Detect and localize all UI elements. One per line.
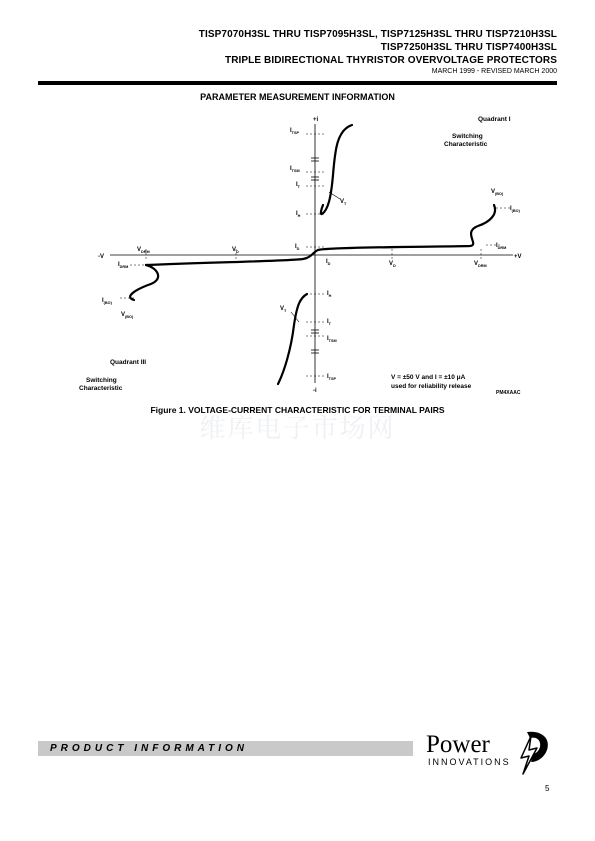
q1-on-state-path	[321, 125, 352, 214]
characteristic-curve	[130, 125, 495, 384]
idrm-label-q3: $I_{DRM}$	[118, 262, 129, 269]
minus-v-label: -V	[98, 254, 104, 260]
vi-characteristic-figure	[0, 0, 595, 420]
minus-i-label: -i	[313, 388, 317, 394]
quadrant1-title: Quadrant I	[478, 116, 511, 123]
ih-label-q1: $I_H$	[296, 211, 301, 218]
vt-label-q3: $V_T$	[280, 306, 287, 313]
lightning-logo-icon	[507, 728, 555, 776]
header-date: MARCH 1999 - REVISED MARCH 2000	[431, 68, 557, 75]
vd-label-q1: $V_D$	[389, 261, 396, 268]
quadrant3-title: Quadrant III	[110, 359, 147, 366]
header-product-title: TRIPLE BIDIRECTIONAL THYRISTOR OVERVOLTAGE PROTECTORS	[225, 55, 557, 66]
test-condition-note: V = ±50 V and I = ±10 μA	[391, 374, 466, 381]
itsp-label-q1: $I_{TSP}$	[290, 128, 300, 135]
vbo-label-q1: $V_{(BO)}$	[491, 189, 504, 196]
header-part-numbers-1: TISP7070H3SL THRU TISP7095H3SL, TISP7125H3SL THRU TISP7210H3SL	[198, 29, 557, 40]
quadrant3-characteristic: Characteristic	[79, 385, 123, 392]
ih-label-q3: $I_H$	[327, 291, 332, 298]
itsm-label-q1: $I_{TSM}$	[290, 166, 300, 173]
reliability-note: used for reliability release	[391, 383, 472, 390]
vt-label-q1: $V_T$	[340, 199, 347, 206]
header-part-numbers-2: TISP7250H3SL THRU TISP7400H3SL	[380, 42, 557, 53]
watermark: 维库电子市场网	[199, 414, 396, 444]
vd-label-q3: $V_D$	[232, 247, 239, 254]
figure-caption: Figure 1. VOLTAGE-CURRENT CHARACTERISTIC FOR TERMINAL PAIRS	[150, 405, 445, 415]
itsp-label-q3: $I_{TSP}$	[327, 374, 337, 381]
id-label-q1: $I_D$	[295, 244, 300, 251]
plus-v-label: +V	[514, 254, 522, 260]
quadrant1-characteristic: Characteristic	[444, 141, 488, 148]
quadrant1-switching: Switching	[452, 133, 483, 140]
figure-code: PM4XAAC	[496, 390, 521, 396]
it-label-q1: $I_T$	[296, 182, 300, 189]
it-label-q3: $I_T$	[327, 319, 331, 326]
logo-innovations-word: INNOVATIONS	[428, 757, 511, 767]
section-title: PARAMETER MEASUREMENT INFORMATION	[200, 92, 395, 102]
itsm-label-q3: $I_{TSM}$	[327, 336, 337, 343]
vdrm-label-q3: $V_{DRM}$	[137, 247, 150, 254]
quadrant3-switching: Switching	[86, 377, 117, 384]
idrm-label-q1: $I_{DRM}$	[496, 243, 507, 250]
vbo-label-q3: $V_{(BO)}$	[121, 312, 134, 319]
ibo-label-q3: $I_{(BO)}$	[102, 298, 112, 305]
logo-power-word: Power	[426, 731, 490, 758]
page-number: 5	[545, 784, 550, 793]
q3-breakover-path	[130, 265, 158, 300]
product-information-label: PRODUCT INFORMATION	[50, 743, 249, 754]
ibo-label-q1: $I_{(BO)}$	[510, 206, 520, 213]
vdrm-label-q1: $V_{DRM}$	[474, 261, 487, 268]
plus-i-label: +i	[313, 117, 319, 123]
id-label-q3: $I_D$	[326, 259, 331, 266]
